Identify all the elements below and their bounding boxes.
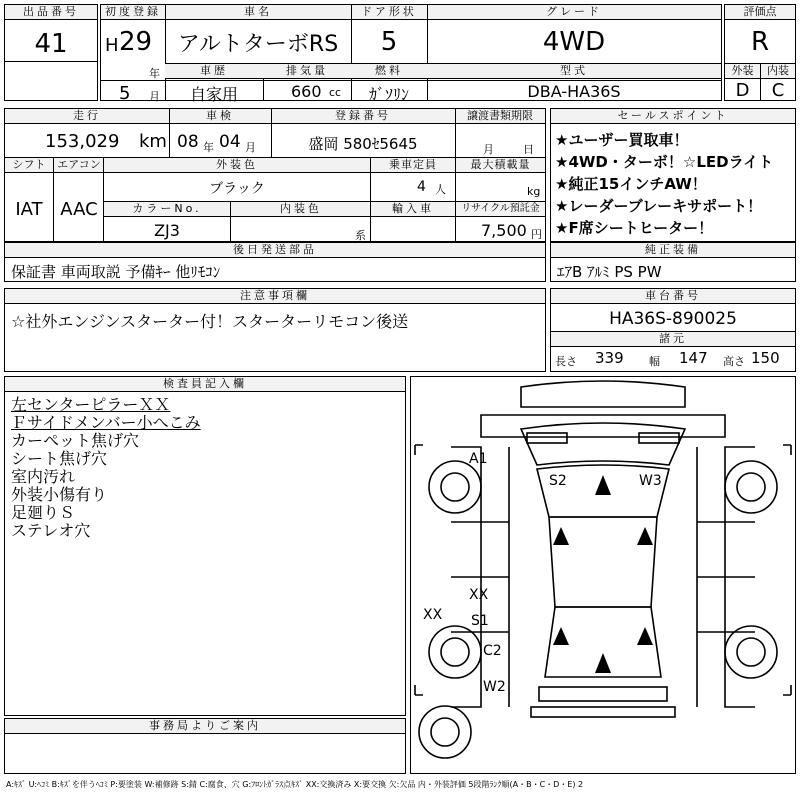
score: R: [750, 27, 770, 57]
door-label: ドア形状: [351, 5, 427, 20]
legend: A:ｷｽﾞ U:ﾍｺﾐ B:ｷｽﾞを伴うﾍｺﾐ P:要塗装 W:補修跡 S:錆 C:腐食、穴 G:ﾌﾛﾝﾄｶﾞﾗｽ点ｷｽﾞ XX:交換済み X:要交換 欠:欠品 内・外装評価 5段階ﾗﾝｸ順(A・B・C・D・E) 2: [6, 780, 584, 789]
notes-text: ☆社外エンジンスターター付！スターターリモコン後送: [11, 312, 409, 331]
import-label: 輸入車: [371, 202, 455, 217]
grade-label: グレード: [427, 5, 721, 20]
inspection-year: 08: [177, 132, 199, 152]
load-unit: kg: [527, 185, 541, 198]
int-color-label: 内装色: [231, 202, 371, 217]
mark-c2: C2: [483, 643, 502, 659]
inspector-label: 検査員記入欄: [5, 377, 405, 392]
transfer-month: 月: [483, 143, 494, 156]
inspector-line-3: カーペット焦げ穴: [11, 431, 140, 450]
inspection-month-unit: 月: [245, 141, 256, 154]
inspector-line-8: ステレオ穴: [11, 521, 91, 540]
car-name-label: 車名: [165, 5, 351, 20]
load-label: 最大積載量: [456, 158, 545, 173]
sales-points-box: [550, 108, 796, 242]
capacity: 4: [417, 179, 426, 195]
later-parts-text: 保証書 車両取説 予備ｷｰ 他ﾘﾓｺﾝ: [11, 263, 221, 281]
model-code: DBA-HA36S: [527, 82, 621, 101]
inspector-notes-box: [4, 376, 406, 716]
shift: IAT: [15, 199, 43, 220]
transfer-label: 譲渡書類期限: [455, 109, 545, 124]
capacity-unit: 人: [435, 183, 446, 196]
equipment-label: 純正装備: [551, 243, 795, 258]
lot-number-box: [4, 4, 98, 101]
car-name: アルトターボRS: [177, 32, 339, 57]
fuel-label: 燃料: [351, 64, 427, 79]
year-unit: 年: [149, 67, 160, 80]
notes-label: 注意事項欄: [5, 289, 545, 304]
mark-w2: W2: [483, 679, 506, 695]
cc-unit: cc: [329, 86, 342, 99]
month-unit: 月: [149, 90, 160, 103]
inspector-line-2: Ｆサイドメンバー小へこみ: [11, 413, 201, 432]
yen-unit: 円: [531, 228, 542, 241]
sales-point-3: ★純正15インチAW！: [555, 175, 707, 193]
office-label: 事務局よりご案内: [5, 719, 405, 734]
score-label: 評価点: [725, 5, 795, 20]
mark-xx-left: XX: [423, 607, 443, 623]
reg-month: 5: [119, 83, 131, 104]
inspection-label: 車検: [169, 109, 271, 124]
color-label: 外装色: [104, 158, 370, 173]
displacement-label: 排気量: [263, 64, 351, 79]
equipment-text: ｴｱB ｱﾙﾐ PS PW: [557, 263, 662, 281]
exterior-score: D: [735, 80, 750, 101]
mark-s1: S1: [471, 613, 489, 629]
ac: AAC: [60, 199, 98, 220]
interior-label: 内装: [761, 64, 795, 79]
car-info-box: [100, 4, 722, 104]
recycle-label: リサイクル預託金: [456, 202, 545, 217]
interior-score: C: [771, 80, 785, 101]
sales-point-1: ★ユーザー買取車！: [555, 131, 689, 149]
notes-box: [4, 288, 546, 372]
inspector-line-1: 左センターピラーＸＸ: [11, 395, 171, 414]
later-parts-label: 後日発送部品: [5, 243, 545, 258]
year: 29: [119, 27, 153, 57]
shift-label: シフト: [5, 158, 53, 173]
height-value: 150: [751, 349, 780, 367]
km-unit: km: [139, 131, 167, 152]
displacement: 660: [291, 82, 322, 101]
inspector-line-5: 室内汚れ: [11, 467, 76, 486]
length-label: 長さ: [555, 355, 577, 368]
era: H: [105, 35, 119, 56]
dims-label: 諸元: [551, 332, 795, 347]
plate-number: 盛岡 580ｾ5645: [308, 135, 418, 153]
mark-s2: S2: [549, 473, 567, 489]
transfer-day: 日: [523, 143, 534, 156]
fuel: ｶﾞｿﾘﾝ: [368, 85, 409, 104]
inspector-line-7: 足廻りＳ: [11, 503, 76, 522]
int-color-unit: 系: [355, 229, 366, 242]
exterior-label: 外装: [725, 64, 760, 79]
model-label: 型式: [427, 64, 721, 79]
score-box: [724, 4, 796, 101]
plate-label: 登録番号: [271, 109, 455, 124]
mileage-label: 走行: [5, 109, 169, 124]
sales-point-2: ★4WD・ターボ！☆LEDライト: [555, 153, 774, 171]
color-no-label: カラーNo.: [104, 202, 230, 217]
lot-number: 41: [34, 29, 68, 59]
mark-a1: A1: [469, 451, 488, 467]
chassis-label: 車台番号: [551, 289, 795, 304]
vehicle-details-box: [4, 108, 546, 242]
mark-w3: W3: [639, 473, 662, 489]
inspector-line-6: 外装小傷有り: [11, 485, 108, 504]
inspector-line-4: シート焦げ穴: [11, 449, 108, 468]
mark-xx-mid: XX: [469, 587, 489, 603]
lot-number-label: 出品番号: [5, 5, 97, 20]
color-number: ZJ3: [154, 221, 180, 240]
car-diagram: [411, 377, 795, 773]
ac-label: エアコン: [54, 158, 104, 173]
later-parts-box: [4, 242, 546, 282]
width-value: 147: [679, 349, 708, 367]
inspection-year-unit: 年: [203, 141, 214, 154]
equipment-box: [550, 242, 796, 282]
chassis-number: HA36S-890025: [609, 309, 737, 329]
inspection-month: 04: [219, 132, 241, 152]
history: 自家用: [189, 85, 238, 104]
history-label: 車歴: [165, 64, 263, 79]
length-value: 339: [595, 349, 624, 367]
sales-points-label: セールスポイント: [551, 109, 795, 124]
sales-point-5: ★F席シートヒーター！: [555, 219, 714, 237]
first-reg-label: 初度登録: [101, 5, 165, 20]
height-label: 高さ: [723, 355, 745, 368]
exterior-color: ブラック: [209, 181, 265, 197]
grade: 4WD: [542, 27, 606, 57]
door-type: 5: [380, 27, 398, 57]
office-notice-box: [4, 718, 406, 774]
recycle-fee: 7,500: [481, 221, 527, 240]
sales-point-4: ★レーダーブレーキサポート！: [555, 197, 763, 215]
width-label: 幅: [649, 355, 660, 368]
capacity-label: 乗車定員: [371, 158, 455, 173]
mileage: 153,029: [45, 131, 120, 152]
chassis-box: [550, 288, 796, 372]
car-diagram-box: [410, 376, 796, 774]
